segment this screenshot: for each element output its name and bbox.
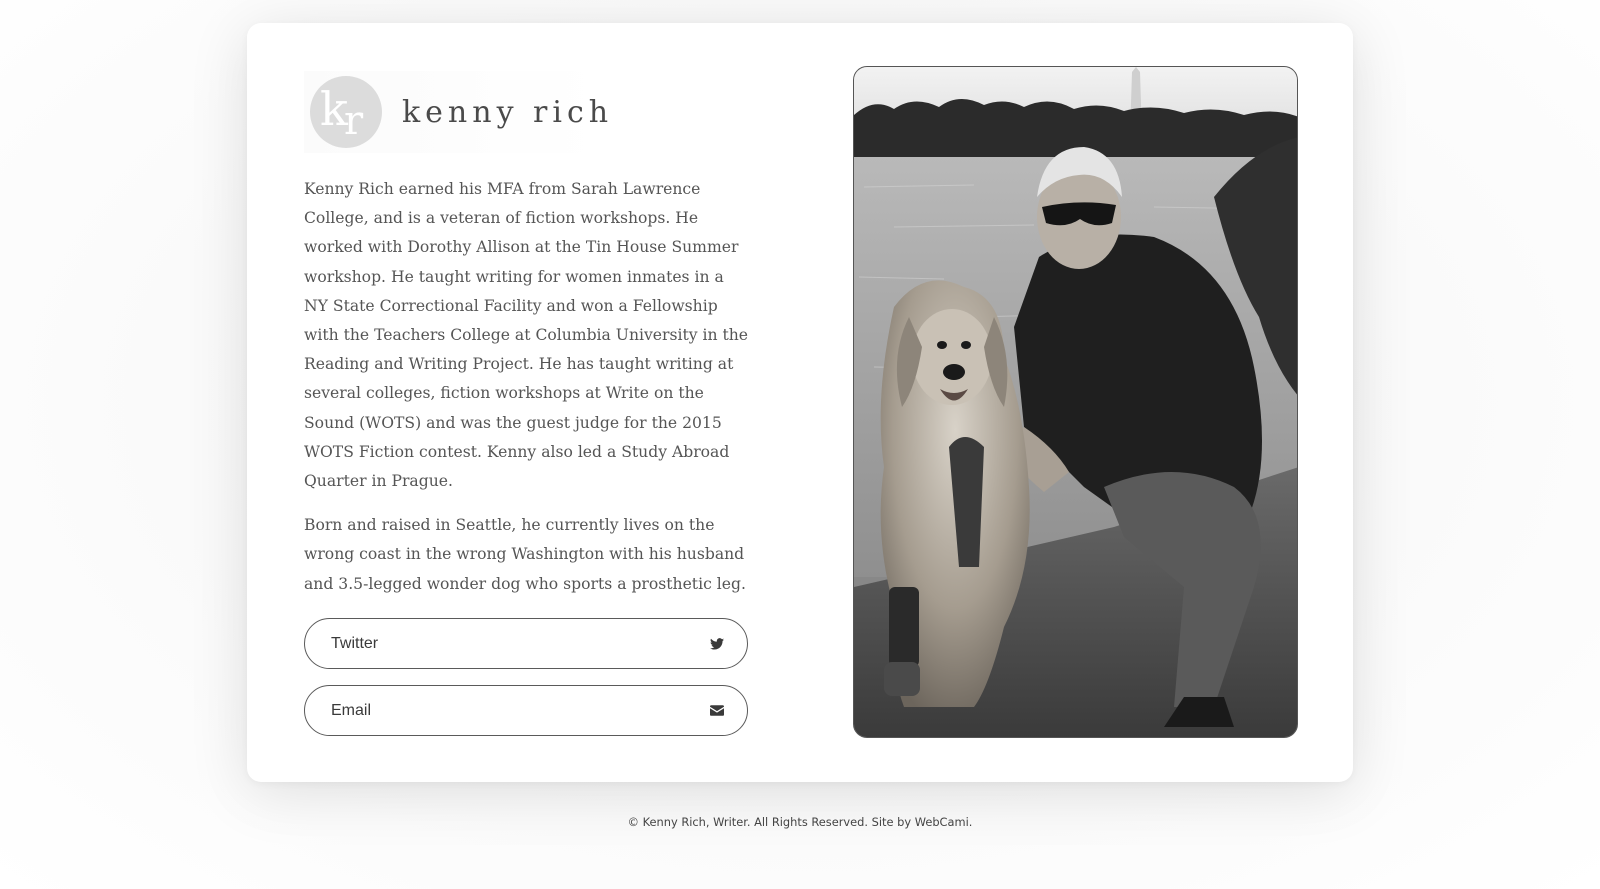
envelope-icon	[709, 703, 725, 719]
contact-links	[304, 618, 748, 752]
author-photo	[853, 66, 1298, 738]
twitter-icon	[709, 636, 725, 652]
site-logo[interactable]	[304, 71, 614, 153]
twitter-link-button[interactable]	[304, 618, 748, 669]
logo-monogram-r: r	[344, 98, 364, 144]
footer-period: .	[968, 815, 973, 829]
profile-card	[247, 23, 1353, 782]
profile-column	[304, 71, 748, 614]
logo-monogram-k: k	[320, 82, 348, 136]
email-link-button[interactable]	[304, 685, 748, 736]
email-link-label: Email	[331, 701, 372, 719]
bio-paragraph-1: Kenny Rich earned his MFA from Sarah Lawrence College, and is a veteran of fiction workshops. He worked with Dorothy Allison at the Tin House Summer workshop. He taught writing for women inmates in a NY State Correctional Facility and won a Fellowship with the Teachers College at Columbia University in the Reading and Writing Project. He has taught writing at several colleges, fiction workshops at Write on the Sound (WOTS) and was the guest judge for the 2015 WOTS Fiction contest. Kenny also led a Study Abroad Quarter in Prague.	[304, 180, 749, 491]
footer	[0, 815, 1600, 829]
logo-monogram	[310, 76, 382, 148]
footer-webcami-link[interactable]: WebCami	[914, 815, 969, 829]
footer-copyright: © Kenny Rich, Writer. All Rights Reserved. Site by	[627, 815, 915, 829]
bio	[304, 175, 748, 599]
twitter-link-label: Twitter	[331, 634, 379, 652]
bio-paragraph-2: Born and raised in Seattle, he currently lives on the wrong coast in the wrong Washington with his husband and 3.5-legged wonder dog who sports a prosthetic leg.	[304, 516, 746, 593]
logo-wordmark: kenny rich	[402, 94, 614, 130]
